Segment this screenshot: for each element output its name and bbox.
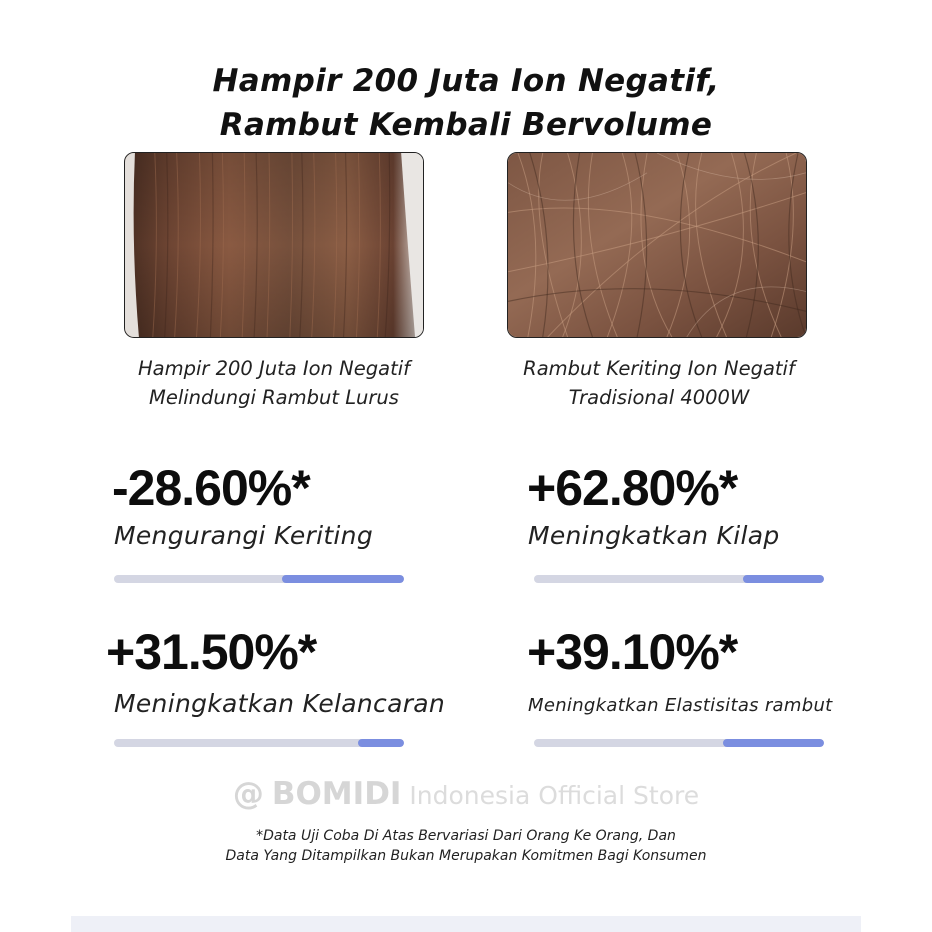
caption-right-line-2: Tradisional 4000W (568, 386, 750, 409)
store-watermark (0, 776, 932, 812)
caption-right-line-1: Rambut Keriting Ion Negatif (523, 357, 795, 380)
title-line-1: Hampir 200 Juta Ion Negatif, (212, 62, 720, 99)
stat-elasticity-bar (534, 739, 824, 747)
caption-straight-hair (104, 354, 444, 412)
stat-frizz-bar (114, 575, 404, 583)
stat-smoothness-value: +31.50%* (106, 624, 317, 680)
straight-hair-photo (124, 152, 424, 338)
stat-frizz-label: Mengurangi Keriting (114, 521, 373, 550)
caption-left-line-1: Hampir 200 Juta Ion Negatif (137, 357, 411, 380)
stat-elasticity-bar-fill (723, 739, 825, 747)
stat-smoothness-label: Meningkatkan Kelancaran (114, 689, 446, 718)
bottom-band (71, 916, 861, 932)
stat-smoothness-bar (114, 739, 404, 747)
watermark-at: @ (232, 776, 264, 812)
disclaimer-line-2: Data Yang Ditampilkan Bukan Merupakan Komitmen Bagi Konsumen (225, 848, 707, 864)
caption-frizzy-hair (489, 354, 829, 412)
stat-elasticity-label: Meningkatkan Elastisitas rambut (528, 695, 833, 716)
page-title (0, 59, 932, 147)
stat-shine-value: +62.80%* (527, 460, 738, 516)
disclaimer (0, 826, 932, 866)
stat-shine-bar-fill (743, 575, 824, 583)
stat-smoothness-bar-fill (358, 739, 404, 747)
caption-left-line-2: Melindungi Rambut Lurus (149, 386, 399, 409)
stat-shine-bar (534, 575, 824, 583)
title-line-2: Rambut Kembali Bervolume (219, 106, 713, 143)
disclaimer-line-1: *Data Uji Coba Di Atas Bervariasi Dari Orang Ke Orang, Dan (256, 828, 676, 844)
frizzy-hair-image (508, 153, 806, 337)
stat-frizz-bar-fill (282, 575, 404, 583)
frizzy-hair-photo (507, 152, 807, 338)
straight-hair-image (125, 153, 423, 337)
stat-elasticity-value: +39.10%* (527, 624, 738, 680)
stat-shine-label: Meningkatkan Kilap (528, 521, 780, 550)
stat-frizz-value: -28.60%* (112, 460, 310, 516)
watermark-brand: BOMIDI (271, 776, 402, 812)
watermark-store: Indonesia Official Store (409, 781, 700, 810)
